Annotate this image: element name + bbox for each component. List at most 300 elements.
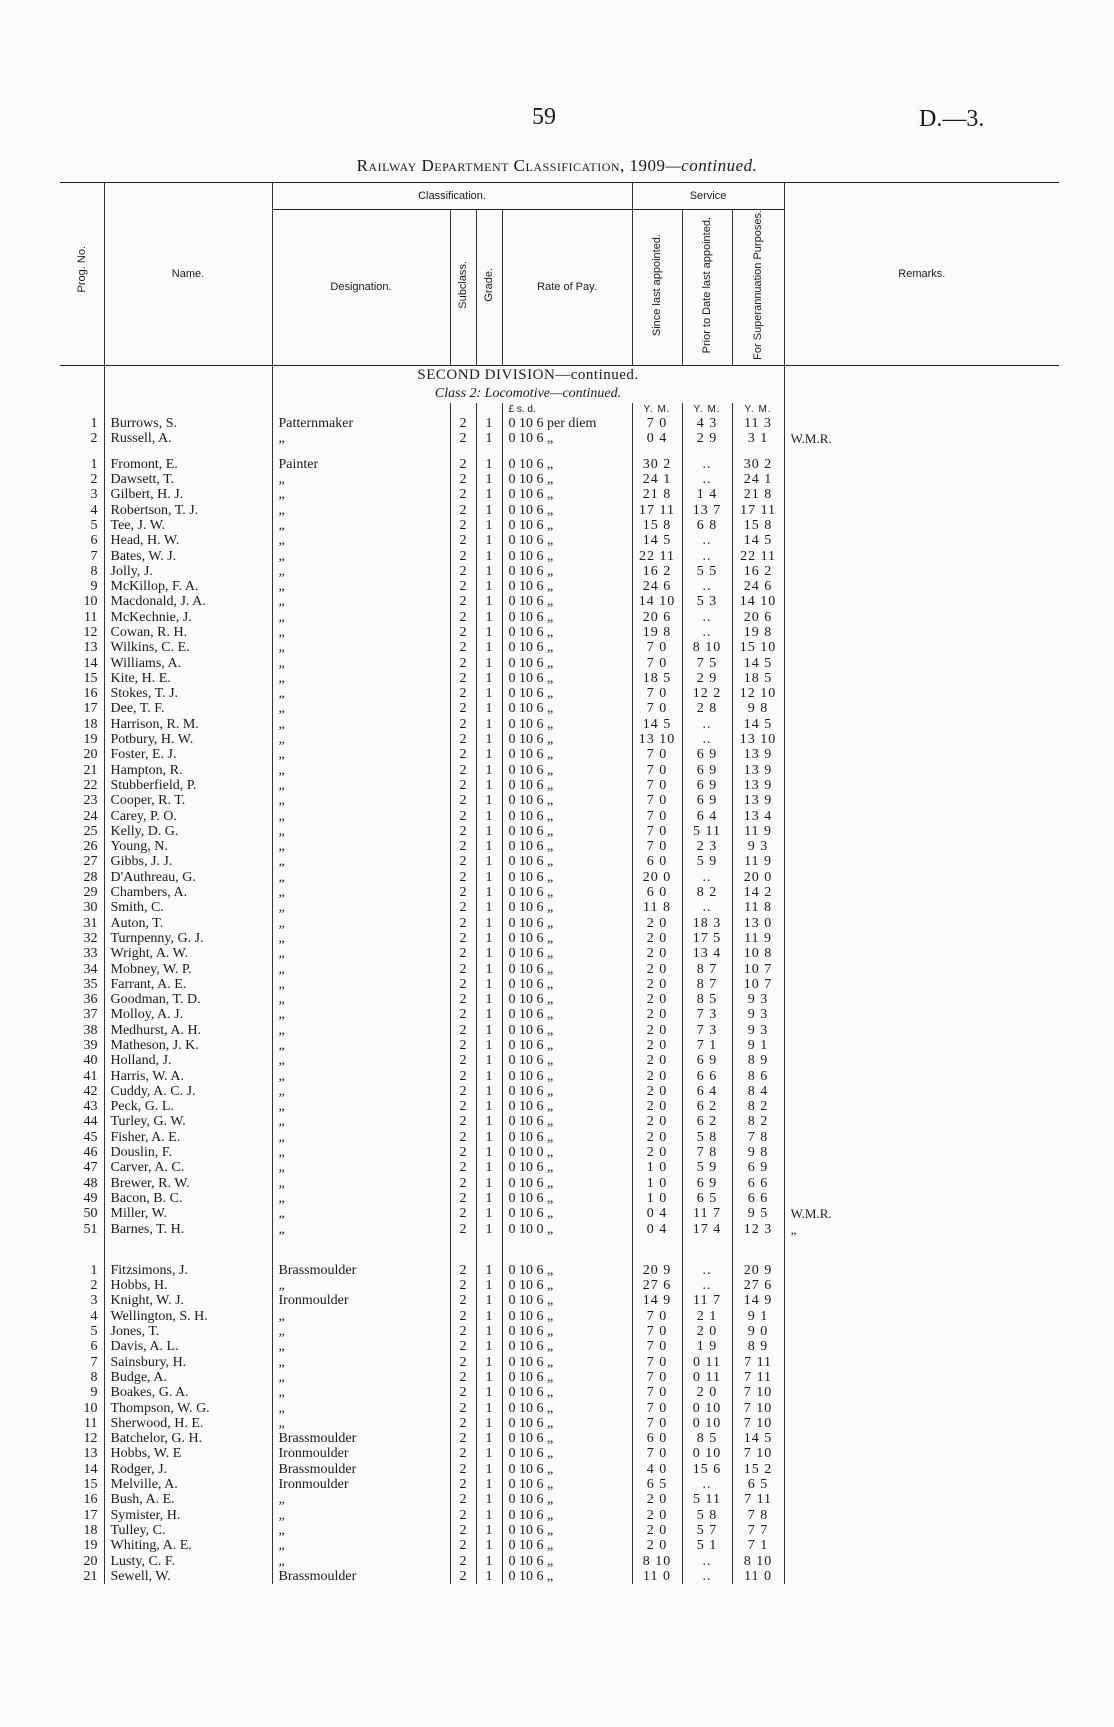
table-row: [60, 1370, 1059, 1385]
table-row: [60, 1339, 1059, 1354]
since-last-cell: 20 9: [632, 1263, 682, 1278]
remarks-cell: [784, 793, 1059, 808]
remarks-cell: [784, 854, 1059, 869]
rate-cell: 0 10 6 „: [502, 854, 632, 869]
prior-to-date-cell: 7 3: [682, 1007, 732, 1022]
grade-cell: 1: [476, 839, 502, 854]
ledger-body: [60, 366, 1059, 1584]
superannuation-cell: 7 10: [732, 1416, 784, 1431]
rate-cell: 0 10 6 „: [502, 1355, 632, 1370]
rate-cell: 0 10 6 „: [502, 1160, 632, 1175]
grade-cell: 1: [476, 1206, 502, 1221]
name-cell: Harrison, R. M.: [104, 717, 272, 732]
superannuation-cell: 8 6: [732, 1069, 784, 1084]
name-cell: Hobbs, H.: [104, 1278, 272, 1293]
prog-no-cell: 5: [90, 1324, 98, 1340]
since-last-cell: 0 4: [632, 1206, 682, 1221]
grade-cell: 1: [476, 1462, 502, 1477]
grade-cell: 1: [476, 610, 502, 625]
grade-cell: 1: [476, 1191, 502, 1206]
since-last-cell: 2 0: [632, 916, 682, 931]
prog-no-cell: 8: [90, 563, 98, 579]
rate-cell: 0 10 6 „: [502, 870, 632, 885]
rate-cell: 0 10 6 „: [502, 1263, 632, 1278]
name-cell: Cowan, R. H.: [104, 625, 272, 640]
name-cell: Lusty, C. F.: [104, 1554, 272, 1569]
remarks-cell: [784, 1023, 1059, 1038]
name-cell: Peck, G. L.: [104, 1099, 272, 1114]
grade-cell: 1: [476, 1370, 502, 1385]
grade-cell: 1: [476, 900, 502, 915]
prog-no-cell: 3: [90, 1293, 98, 1309]
since-last-cell: 7 0: [632, 1309, 682, 1324]
table-row: [60, 809, 1059, 824]
prior-to-date-cell: 0 10: [682, 1446, 732, 1461]
table-row: [60, 1523, 1059, 1538]
since-last-cell: 14 10: [632, 594, 682, 609]
remarks-cell: [784, 1446, 1059, 1461]
since-last-cell: 16 2: [632, 564, 682, 579]
remarks-cell: [784, 977, 1059, 992]
table-row: [60, 1401, 1059, 1416]
superannuation-cell: 13 4: [732, 809, 784, 824]
prog-no-cell: 29: [83, 885, 98, 901]
prog-no-cell: 19: [83, 1538, 98, 1554]
grade-cell: 1: [476, 416, 502, 431]
remarks-cell: [784, 809, 1059, 824]
since-last-cell: 7 0: [632, 701, 682, 716]
rate-cell: 0 10 6 „: [502, 503, 632, 518]
designation-cell: „: [272, 854, 450, 869]
name-cell: Fromont, E.: [104, 457, 272, 472]
units-row: [60, 403, 1059, 416]
prior-to-date-cell: 6 2: [682, 1114, 732, 1129]
prog-no-cell: 11: [84, 1415, 98, 1431]
designation-cell: „: [272, 579, 450, 594]
prog-no-cell: 10: [83, 1400, 98, 1416]
name-cell: Macdonald, J. A.: [104, 594, 272, 609]
designation-cell: „: [272, 717, 450, 732]
name-cell: Turley, G. W.: [104, 1114, 272, 1129]
grade-cell: 1: [476, 1145, 502, 1160]
grade-cell: 1: [476, 671, 502, 686]
superannuation-cell: 10 7: [732, 962, 784, 977]
grade-cell: 1: [476, 1385, 502, 1400]
rate-cell: 0 10 6 „: [502, 962, 632, 977]
since-last-cell: 7 0: [632, 824, 682, 839]
subclass-cell: 2: [450, 870, 476, 885]
grade-cell: 1: [476, 977, 502, 992]
since-last-cell: 6 0: [632, 885, 682, 900]
since-last-cell: 7 0: [632, 1416, 682, 1431]
rate-cell: 0 10 6 „: [502, 946, 632, 961]
designation-cell: „: [272, 1222, 450, 1237]
prog-no-cell: 42: [83, 1083, 98, 1099]
grade-cell: 1: [476, 1099, 502, 1114]
table-row: [60, 1492, 1059, 1507]
subclass-cell: 2: [450, 763, 476, 778]
rate-cell: 0 10 6 „: [502, 839, 632, 854]
prior-to-date-cell: 2 0: [682, 1324, 732, 1339]
table-row: [60, 625, 1059, 640]
name-cell: Davis, A. L.: [104, 1339, 272, 1354]
subclass-cell: 2: [450, 671, 476, 686]
prog-no-cell: 7: [90, 548, 98, 564]
subclass-cell: 2: [450, 533, 476, 548]
grade-cell: 1: [476, 656, 502, 671]
since-last-cell: 20 0: [632, 870, 682, 885]
table-row: [60, 1176, 1059, 1191]
name-cell: Batchelor, G. H.: [104, 1431, 272, 1446]
grade-cell: 1: [476, 747, 502, 762]
designation-cell: „: [272, 1492, 450, 1507]
remarks-cell: [784, 1145, 1059, 1160]
table-row: [60, 457, 1059, 472]
since-last-cell: 2 0: [632, 977, 682, 992]
remarks-cell: [784, 671, 1059, 686]
designation-cell: „: [272, 1278, 450, 1293]
prior-to-date-cell: ..: [682, 900, 732, 915]
subclass-cell: 2: [450, 1023, 476, 1038]
remarks-cell: [784, 1370, 1059, 1385]
prog-no-cell: 14: [83, 655, 98, 671]
grade-cell: 1: [476, 1492, 502, 1507]
name-cell: Fisher, A. E.: [104, 1130, 272, 1145]
remarks-cell: [784, 1053, 1059, 1068]
grade-cell: 1: [476, 870, 502, 885]
remarks-cell: [784, 1293, 1059, 1308]
table-row: [60, 1038, 1059, 1053]
prior-to-date-cell: 6 9: [682, 1053, 732, 1068]
prog-no-cell: 20: [83, 1553, 98, 1569]
prog-no-cell: 5: [90, 517, 98, 533]
prog-no-cell: 23: [83, 793, 98, 809]
prior-to-date-cell: 6 2: [682, 1099, 732, 1114]
name-cell: Carey, P. O.: [104, 809, 272, 824]
since-last-cell: 2 0: [632, 1038, 682, 1053]
table-row: [60, 839, 1059, 854]
prog-no-cell: 39: [83, 1038, 98, 1053]
subclass-cell: 2: [450, 625, 476, 640]
document-reference: D.—3.: [919, 106, 985, 132]
remarks-cell: [784, 533, 1059, 548]
table-row: [60, 1309, 1059, 1324]
superannuation-cell: 9 5: [732, 1206, 784, 1221]
since-last-cell: 1 0: [632, 1176, 682, 1191]
since-last-cell: 7 0: [632, 1385, 682, 1400]
subclass-cell: 2: [450, 809, 476, 824]
name-cell: Bush, A. E.: [104, 1492, 272, 1507]
superannuation-cell: 7 11: [732, 1370, 784, 1385]
remarks-cell: [784, 992, 1059, 1007]
prior-to-date-cell: 5 8: [682, 1508, 732, 1523]
subclass-cell: 2: [450, 472, 476, 487]
prior-to-date-cell: 6 9: [682, 763, 732, 778]
name-cell: Fitzsimons, J.: [104, 1263, 272, 1278]
remarks-cell: [784, 1554, 1059, 1569]
table-row: [60, 686, 1059, 701]
prior-to-date-cell: ..: [682, 1263, 732, 1278]
superannuation-cell: 10 8: [732, 946, 784, 961]
rate-cell: 0 10 6 „: [502, 1069, 632, 1084]
header-prog-no: Prog. No.: [60, 183, 104, 366]
superannuation-cell: 20 9: [732, 1263, 784, 1278]
since-last-cell: 27 6: [632, 1278, 682, 1293]
designation-cell: Painter: [272, 457, 450, 472]
since-last-cell: 15 8: [632, 518, 682, 533]
prior-to-date-cell: 6 6: [682, 1069, 732, 1084]
rate-cell: 0 10 6 „: [502, 1554, 632, 1569]
prior-to-date-cell: 17 5: [682, 931, 732, 946]
designation-cell: „: [272, 656, 450, 671]
designation-cell: „: [272, 549, 450, 564]
remarks-cell: [784, 900, 1059, 915]
designation-cell: „: [272, 472, 450, 487]
name-cell: Holland, J.: [104, 1053, 272, 1068]
table-row: [60, 1099, 1059, 1114]
name-cell: Kite, H. E.: [104, 671, 272, 686]
superannuation-cell: 7 8: [732, 1508, 784, 1523]
superannuation-cell: 7 10: [732, 1401, 784, 1416]
rate-cell: 0 10 6 „: [502, 487, 632, 502]
remarks-cell: [784, 1569, 1059, 1584]
remarks-cell: [784, 701, 1059, 716]
rate-cell: 0 10 6 „: [502, 1446, 632, 1461]
designation-cell: „: [272, 1401, 450, 1416]
superannuation-cell: 9 3: [732, 992, 784, 1007]
name-cell: Williams, A.: [104, 656, 272, 671]
designation-cell: „: [272, 701, 450, 716]
grade-cell: 1: [476, 992, 502, 1007]
superannuation-cell: 15 8: [732, 518, 784, 533]
rate-cell: 0 10 6 „: [502, 686, 632, 701]
name-cell: Auton, T.: [104, 916, 272, 931]
designation-cell: „: [272, 503, 450, 518]
prog-no-cell: 2: [90, 472, 98, 488]
table-row: [60, 1222, 1059, 1237]
table-row: [60, 1538, 1059, 1553]
subclass-cell: 2: [450, 962, 476, 977]
remarks-cell: [784, 610, 1059, 625]
remarks-cell: [784, 1492, 1059, 1507]
header-designation: Designation.: [272, 210, 450, 366]
prior-to-date-cell: 8 7: [682, 962, 732, 977]
subclass-cell: 2: [450, 946, 476, 961]
table-row: [60, 487, 1059, 502]
remarks-cell: [784, 518, 1059, 533]
designation-cell: „: [272, 809, 450, 824]
prior-to-date-cell: ..: [682, 717, 732, 732]
superannuation-cell: 13 10: [732, 732, 784, 747]
name-cell: McKechnie, J.: [104, 610, 272, 625]
since-last-cell: 13 10: [632, 732, 682, 747]
superannuation-cell: 11 0: [732, 1569, 784, 1584]
subclass-cell: 2: [450, 900, 476, 915]
prior-to-date-cell: 2 3: [682, 839, 732, 854]
subclass-cell: 2: [450, 1324, 476, 1339]
rate-cell: 0 10 6 „: [502, 1191, 632, 1206]
remarks-cell: W.M.R.: [784, 1206, 1059, 1221]
header-service: Service: [632, 183, 784, 210]
table-row: [60, 1053, 1059, 1068]
document-title: [0, 156, 1114, 176]
rate-cell: 0 10 6 „: [502, 1324, 632, 1339]
prior-to-date-cell: ..: [682, 549, 732, 564]
name-cell: Kelly, D. G.: [104, 824, 272, 839]
superannuation-cell: 9 8: [732, 1145, 784, 1160]
subclass-cell: 2: [450, 640, 476, 655]
name-cell: Bacon, B. C.: [104, 1191, 272, 1206]
table-row: [60, 1385, 1059, 1400]
designation-cell: „: [272, 747, 450, 762]
since-last-cell: 2 0: [632, 992, 682, 1007]
table-row: [60, 763, 1059, 778]
since-last-cell: 2 0: [632, 1130, 682, 1145]
designation-cell: „: [272, 1176, 450, 1191]
designation-cell: „: [272, 1339, 450, 1354]
grade-cell: 1: [476, 854, 502, 869]
table-row: [60, 854, 1059, 869]
name-cell: Thompson, W. G.: [104, 1401, 272, 1416]
prog-no-cell: 21: [83, 762, 98, 778]
superannuation-cell: 6 6: [732, 1176, 784, 1191]
grade-cell: 1: [476, 1523, 502, 1538]
grade-cell: 1: [476, 1309, 502, 1324]
rate-cell: 0 10 6 „: [502, 732, 632, 747]
remarks-cell: [784, 717, 1059, 732]
group-spacer: [60, 447, 1059, 457]
table-row: [60, 1263, 1059, 1278]
table-row: [60, 1069, 1059, 1084]
table-row: [60, 671, 1059, 686]
superannuation-cell: 10 7: [732, 977, 784, 992]
name-cell: Dawsett, T.: [104, 472, 272, 487]
grade-cell: 1: [476, 701, 502, 716]
since-last-cell: 7 0: [632, 809, 682, 824]
remarks-cell: [784, 778, 1059, 793]
remarks-cell: [784, 1176, 1059, 1191]
prior-to-date-cell: 8 10: [682, 640, 732, 655]
remarks-cell: [784, 1007, 1059, 1022]
superannuation-cell: 14 10: [732, 594, 784, 609]
since-last-cell: 2 0: [632, 1084, 682, 1099]
grade-cell: 1: [476, 1222, 502, 1237]
name-cell: Barnes, T. H.: [104, 1222, 272, 1237]
name-cell: Chambers, A.: [104, 885, 272, 900]
superannuation-cell: 14 5: [732, 533, 784, 548]
name-cell: Knight, W. J.: [104, 1293, 272, 1308]
prior-to-date-cell: ..: [682, 732, 732, 747]
rate-cell: 0 10 6 „: [502, 1099, 632, 1114]
subclass-cell: 2: [450, 1508, 476, 1523]
subclass-cell: 2: [450, 1416, 476, 1431]
grade-cell: 1: [476, 732, 502, 747]
superannuation-cell: 11 8: [732, 900, 784, 915]
subclass-cell: 2: [450, 1309, 476, 1324]
prog-no-cell: 33: [83, 946, 98, 962]
remarks-cell: [784, 763, 1059, 778]
prog-no-cell: 12: [83, 624, 98, 640]
prior-to-date-cell: 15 6: [682, 1462, 732, 1477]
rate-cell: 0 10 6 „: [502, 1038, 632, 1053]
superannuation-cell: 7 1: [732, 1538, 784, 1553]
prior-to-date-cell: 2 0: [682, 1385, 732, 1400]
rate-cell: 0 10 6 „: [502, 1206, 632, 1221]
grade-cell: 1: [476, 457, 502, 472]
remarks-cell: [784, 1462, 1059, 1477]
prog-no-cell: 14: [83, 1461, 98, 1477]
grade-cell: 1: [476, 1278, 502, 1293]
superannuation-cell: 7 10: [732, 1446, 784, 1461]
name-cell: Turnpenny, G. J.: [104, 931, 272, 946]
rate-cell: 0 10 6 „: [502, 457, 632, 472]
name-cell: Tulley, C.: [104, 1523, 272, 1538]
prog-no-cell: 49: [83, 1190, 98, 1206]
remarks-cell: [784, 1263, 1059, 1278]
since-last-cell: 7 0: [632, 656, 682, 671]
rate-units: £ s. d.: [502, 403, 632, 416]
designation-cell: „: [272, 564, 450, 579]
grade-cell: 1: [476, 518, 502, 533]
since-last-cell: 4 0: [632, 1462, 682, 1477]
rate-cell: 0 10 6 „: [502, 717, 632, 732]
superannuation-cell: 18 5: [732, 671, 784, 686]
rate-cell: 0 10 6 „: [502, 701, 632, 716]
designation-cell: Ironmoulder: [272, 1477, 450, 1492]
prior-to-date-cell: 6 9: [682, 793, 732, 808]
since-last-cell: 7 0: [632, 839, 682, 854]
remarks-cell: [784, 1431, 1059, 1446]
prog-no-cell: 38: [83, 1022, 98, 1038]
rate-cell: 0 10 6 „: [502, 1339, 632, 1354]
subclass-cell: 2: [450, 1462, 476, 1477]
rate-cell: 0 10 0 „: [502, 1145, 632, 1160]
rate-cell: 0 10 6 „: [502, 1023, 632, 1038]
remarks-cell: [784, 1038, 1059, 1053]
prog-no-cell: 18: [83, 1522, 98, 1538]
prog-no-cell: 48: [83, 1175, 98, 1191]
superannuation-cell: 13 9: [732, 747, 784, 762]
superannuation-cell: 14 5: [732, 717, 784, 732]
since-last-cell: 7 0: [632, 793, 682, 808]
subclass-cell: 2: [450, 1069, 476, 1084]
classification-table: [60, 182, 1059, 1584]
grade-cell: 1: [476, 564, 502, 579]
prior-to-date-cell: 6 8: [682, 518, 732, 533]
prog-no-cell: 28: [83, 869, 98, 885]
since-last-cell: 0 4: [632, 1222, 682, 1237]
grade-cell: 1: [476, 1023, 502, 1038]
grade-cell: 1: [476, 594, 502, 609]
subclass-cell: 2: [450, 1293, 476, 1308]
subclass-cell: 2: [450, 1370, 476, 1385]
designation-cell: Ironmoulder: [272, 1446, 450, 1461]
name-cell: Boakes, G. A.: [104, 1385, 272, 1400]
designation-cell: „: [272, 1554, 450, 1569]
grade-cell: 1: [476, 778, 502, 793]
prior-to-date-cell: 5 1: [682, 1538, 732, 1553]
designation-cell: „: [272, 946, 450, 961]
prog-no-cell: 22: [83, 777, 98, 793]
prog-no-cell: 6: [90, 1339, 98, 1355]
grade-cell: 1: [476, 487, 502, 502]
table-row: [60, 579, 1059, 594]
name-cell: Symister, H.: [104, 1508, 272, 1523]
superannuation-cell: 9 8: [732, 701, 784, 716]
superannuation-cell: 21 8: [732, 487, 784, 502]
name-cell: Russell, A.: [104, 431, 272, 446]
superannuation-cell: 8 2: [732, 1114, 784, 1129]
